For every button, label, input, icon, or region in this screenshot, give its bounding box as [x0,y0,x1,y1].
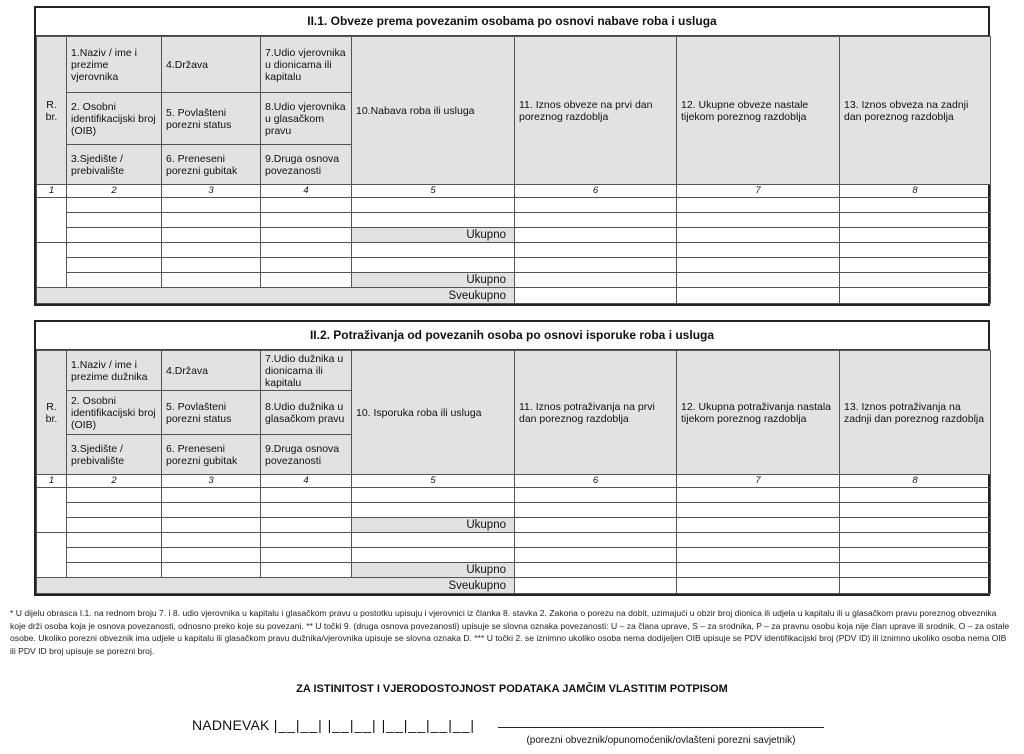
header-voting-share: 8.Udio vjerovnika u glasačkom pravu [261,93,352,145]
rbr-cell[interactable] [37,488,67,533]
input-cell[interactable] [515,228,677,243]
input-cell[interactable] [840,548,991,563]
table-row[interactable] [37,548,991,563]
header-seat: 3.Sjedište / prebivalište [67,145,162,185]
grand-total-row [37,578,991,594]
header-rbr: R. br. [37,37,67,185]
col-num: 2 [67,475,162,488]
input-cell[interactable] [677,273,840,288]
table-row[interactable] [37,228,991,243]
input-cell[interactable] [162,503,261,518]
section-2-table [36,350,991,594]
header-tax-loss: 6. Preneseni porezni gubitak [162,145,261,185]
ukupno-label: Ukupno [352,273,515,288]
col-num: 7 [677,185,840,198]
input-cell[interactable] [352,213,515,228]
input-cell[interactable] [162,273,261,288]
declaration-heading: ZA ISTINITOST I VJERODOSTOJNOST PODATAKA JAMČIM VLASTITIM POTPISOM [296,683,728,695]
input-cell[interactable] [677,488,840,503]
footnote: * U dijelu obrasca I.1. na rednom broju 7. i 8. udio vjerovnika u kapitalu i glasačkom pravu u postotku upisuju i vjerovnici iz članka 8. stavka 2. Zakona o porezu na dobit, uzimajući u obzir broj dionica ili udjela u kapitalu ili u glasačkom pravu poreznog obveznika koje drži osoba koja je osnova povezanosti, odnosno preko koje su povezani. ** U točki 9. (druga osnova povezanosti) upisuje se slovna oznaka povezanosti: U – za člana uprave, S – za srodnika, P – za pravnu osobu koja nije član uprave ili srodnik, O – za ostale osobe. Ukoliko porezni obveznik ima udjele u kapitalu ili glasačkom pravu dužnika/vjerovnika upisuje se slovna oznaka D. *** U točki 2. se iznimno ukoliko osoba nema dodijeljen OIB upisuje se PDV identifikacijski broj (PDV ID) ili iznimno ukoliko osoba nema OIB ili PDV ID broj upisuje se porezni broj. [10,608,1010,656]
header-oib: 2. Osobni identifikacijski broj (OIB) [67,93,162,145]
input-cell[interactable] [677,198,840,213]
table-row[interactable] [37,213,991,228]
col-num: 4 [261,475,352,488]
header-voting-share: 8.Udio dužnika u glasačkom pravu [261,391,352,435]
input-cell[interactable] [352,258,515,273]
header-seat: 3.Sjedište / prebivalište [67,435,162,475]
table-row[interactable] [37,198,991,213]
input-cell[interactable] [677,578,840,594]
input-cell[interactable] [515,258,677,273]
col-num: 6 [515,475,677,488]
input-cell[interactable] [840,503,991,518]
input-cell[interactable] [840,213,991,228]
input-cell[interactable] [162,533,261,548]
column-number-row [37,185,991,198]
input-cell[interactable] [677,503,840,518]
input-cell[interactable] [515,563,677,578]
input-cell[interactable] [261,563,352,578]
section-1-title: II.1. Obveze prema povezanim osobama po osnovi nabave roba i usluga [36,8,988,36]
input-cell[interactable] [352,503,515,518]
input-cell[interactable] [677,228,840,243]
header-other-basis: 9.Druga osnova povezanosti [261,435,352,475]
header-total-receivables: 12. Ukupna potraživanja nastala tijekom poreznog razdoblja [677,351,840,475]
input-cell[interactable] [162,488,261,503]
ukupno-label: Ukupno [352,563,515,578]
input-cell[interactable] [840,533,991,548]
input-cell[interactable] [261,213,352,228]
input-cell[interactable] [515,213,677,228]
input-cell[interactable] [677,533,840,548]
signature-line[interactable] [498,727,824,728]
section-1 [34,6,990,306]
input-cell[interactable] [677,548,840,563]
column-number-row [37,475,991,488]
col-num: 5 [352,475,515,488]
input-cell[interactable] [352,548,515,563]
input-cell[interactable] [677,288,840,304]
header-capital-share: 7.Udio dužnika u dionicama ili kapitalu [261,351,352,391]
input-cell[interactable] [162,213,261,228]
input-cell[interactable] [840,273,991,288]
header-oib: 2. Osobni identifikacijski broj (OIB) [67,391,162,435]
input-cell[interactable] [162,518,261,533]
input-cell[interactable] [67,273,162,288]
input-cell[interactable] [515,488,677,503]
section-1-table [36,36,991,304]
col-num: 1 [37,475,67,488]
input-cell[interactable] [261,228,352,243]
input-cell[interactable] [67,488,162,503]
col-num: 7 [677,475,840,488]
input-cell[interactable] [261,273,352,288]
table-row[interactable] [37,503,991,518]
input-cell[interactable] [515,578,677,594]
table-row[interactable] [37,258,991,273]
input-cell[interactable] [677,258,840,273]
date-field[interactable] [192,717,475,733]
input-cell[interactable] [840,288,991,304]
col-num: 3 [162,475,261,488]
input-cell[interactable] [515,518,677,533]
header-rbr: R. br. [37,351,67,475]
input-cell[interactable] [261,243,352,258]
input-cell[interactable] [67,503,162,518]
header-tax-status: 5. Povlašteni porezni status [162,391,261,435]
table-row[interactable] [37,563,991,578]
input-cell[interactable] [515,503,677,518]
header-procurement: 10.Nabava roba ili usluga [352,37,515,185]
input-cell[interactable] [677,563,840,578]
input-cell[interactable] [840,578,991,594]
input-cell[interactable] [840,258,991,273]
input-cell[interactable] [840,198,991,213]
col-num: 1 [37,185,67,198]
input-cell[interactable] [515,273,677,288]
table-row[interactable] [37,533,991,548]
input-cell[interactable] [840,518,991,533]
input-cell[interactable] [261,533,352,548]
input-cell[interactable] [677,518,840,533]
rbr-cell[interactable] [37,198,67,243]
col-num: 6 [515,185,677,198]
input-cell[interactable] [162,243,261,258]
input-cell[interactable] [352,533,515,548]
header-amount-first-day: 11. Iznos potraživanja na prvi dan poreznog razdoblja [515,351,677,475]
header-other-basis: 9.Druga osnova povezanosti [261,145,352,185]
sveukupno-label: Sveukupno [37,578,515,594]
ukupno-label: Ukupno [352,228,515,243]
input-cell[interactable] [515,243,677,258]
input-cell[interactable] [67,198,162,213]
input-cell[interactable] [840,228,991,243]
input-cell[interactable] [515,288,677,304]
rbr-cell[interactable] [37,533,67,578]
signature-caption: (porezni obveznik/opunomoćenik/ovlašteni porezni savjetnik) [526,735,796,746]
header-total-obligations: 12. Ukupne obveze nastale tijekom poreznog razdoblja [677,37,840,185]
input-cell[interactable] [261,488,352,503]
header-country: 4.Država [162,351,261,391]
table-row[interactable] [37,273,991,288]
input-cell[interactable] [515,533,677,548]
input-cell[interactable] [261,258,352,273]
input-cell[interactable] [515,548,677,563]
col-num: 4 [261,185,352,198]
section-2 [34,320,990,596]
input-cell[interactable] [840,243,991,258]
table-row[interactable] [37,488,991,503]
input-cell[interactable] [352,243,515,258]
table-row[interactable] [37,518,991,533]
input-cell[interactable] [162,228,261,243]
table-row[interactable] [37,243,991,258]
header-supply: 10. Isporuka roba ili usluga [352,351,515,475]
date-boxes[interactable]: |__|__| |__|__| |__|__|__|__| [273,717,476,733]
header-amount-first-day: 11. Iznos obveze na prvi dan poreznog razdoblja [515,37,677,185]
input-cell[interactable] [67,548,162,563]
input-cell[interactable] [67,518,162,533]
input-cell[interactable] [162,198,261,213]
header-creditor-name: 1.Naziv / ime i prezime vjerovnika [67,37,162,93]
input-cell[interactable] [677,243,840,258]
ukupno-label: Ukupno [352,518,515,533]
input-cell[interactable] [162,563,261,578]
input-cell[interactable] [677,213,840,228]
input-cell[interactable] [261,503,352,518]
grand-total-row [37,288,991,304]
input-cell[interactable] [515,198,677,213]
col-num: 2 [67,185,162,198]
header-tax-loss: 6. Preneseni porezni gubitak [162,435,261,475]
col-num: 5 [352,185,515,198]
input-cell[interactable] [840,563,991,578]
col-num: 8 [840,185,991,198]
header-tax-status: 5. Povlašteni porezni status [162,93,261,145]
date-label: NADNEVAK [192,717,270,733]
header-debtor-name: 1.Naziv / ime i prezime dužnika [67,351,162,391]
section-2-title: II.2. Potraživanja od povezanih osoba po osnovi isporuke roba i usluga [36,322,988,350]
input-cell[interactable] [67,243,162,258]
col-num: 8 [840,475,991,488]
input-cell[interactable] [67,213,162,228]
input-cell[interactable] [67,228,162,243]
header-capital-share: 7.Udio vjerovnika u dionicama ili kapitalu [261,37,352,93]
col-num: 3 [162,185,261,198]
input-cell[interactable] [162,548,261,563]
header-amount-last-day: 13. Iznos potraživanja na zadnji dan poreznog razdoblja [840,351,991,475]
input-cell[interactable] [261,548,352,563]
input-cell[interactable] [261,198,352,213]
input-cell[interactable] [67,563,162,578]
input-cell[interactable] [352,198,515,213]
input-cell[interactable] [352,488,515,503]
input-cell[interactable] [67,533,162,548]
input-cell[interactable] [261,518,352,533]
input-cell[interactable] [67,258,162,273]
rbr-cell[interactable] [37,243,67,288]
input-cell[interactable] [162,258,261,273]
header-amount-last-day: 13. Iznos obveza na zadnji dan poreznog razdoblja [840,37,991,185]
sveukupno-label: Sveukupno [37,288,515,304]
input-cell[interactable] [840,488,991,503]
header-country: 4.Država [162,37,261,93]
